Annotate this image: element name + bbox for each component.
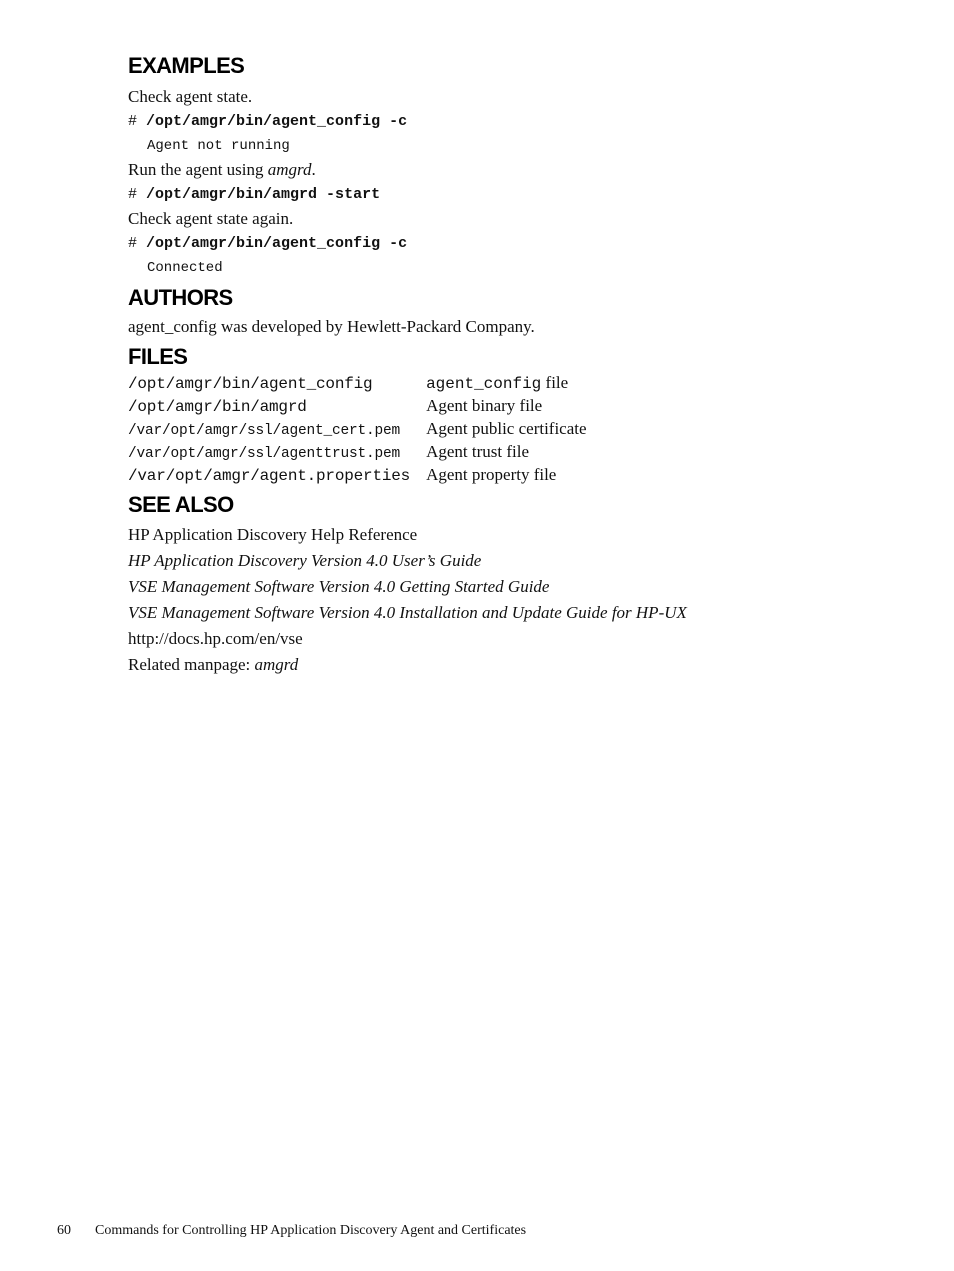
- files-heading: FILES: [128, 344, 188, 369]
- see-also-section: [128, 491, 888, 678]
- files-table: [128, 373, 587, 488]
- related-manpage-label: Related manpage:: [128, 655, 255, 674]
- shell-prompt: #: [128, 235, 138, 252]
- file-path: /var/opt/amgr/agent.properties: [128, 467, 411, 485]
- file-description: Agent public certificate: [426, 419, 587, 438]
- authors-heading: AUTHORS: [128, 285, 233, 310]
- related-manpage-name: amgrd: [254, 655, 299, 674]
- see-also-heading: SEE ALSO: [128, 492, 234, 517]
- step2-text-post: .: [311, 160, 316, 179]
- example-step3-output: Connected: [147, 260, 223, 276]
- example-step3-command: [128, 231, 888, 256]
- see-also-getting-started-guide: VSE Management Software Version 4.0 Getting Started Guide: [128, 577, 550, 596]
- example-step1-command: [128, 109, 888, 134]
- see-also-installation-guide: VSE Management Software Version 4.0 Installation and Update Guide for HP-UX: [128, 603, 687, 622]
- file-description: Agent property file: [426, 465, 557, 484]
- see-also-users-guide: HP Application Discovery Version 4.0 User’s Guide: [128, 551, 482, 570]
- file-description: Agent trust file: [426, 442, 529, 461]
- command-text: /opt/amgr/bin/agent_config -c: [146, 113, 408, 130]
- files-row: [128, 465, 587, 488]
- file-path: /var/opt/amgr/ssl/agenttrust.pem: [128, 446, 401, 462]
- example-step1-output: Agent not running: [147, 138, 290, 154]
- files-row: [128, 373, 587, 396]
- files-row: [128, 419, 587, 442]
- see-also-related-manpage: [128, 652, 888, 678]
- page-footer: [57, 1221, 526, 1241]
- example-step2-text: [128, 158, 888, 182]
- chapter-title: Commands for Controlling HP Application Discovery Agent and Certificates: [95, 1223, 527, 1238]
- file-description-text: file: [541, 373, 569, 392]
- file-path: /opt/amgr/bin/amgrd: [128, 398, 307, 416]
- file-description: [426, 373, 586, 396]
- step2-text-pre: Run the agent using: [128, 160, 268, 179]
- authors-text: agent_config was developed by Hewlett-Packard Company.: [128, 317, 535, 336]
- page-content: [128, 52, 888, 678]
- file-description: Agent binary file: [426, 396, 543, 415]
- see-also-help-reference: HP Application Discovery Help Reference: [128, 525, 418, 544]
- file-description-mono: agent_config: [426, 375, 542, 393]
- step2-text-emphasis: amgrd: [267, 160, 312, 179]
- example-step1-text: Check agent state.: [128, 87, 253, 106]
- file-path: /var/opt/amgr/ssl/agent_cert.pem: [128, 423, 401, 439]
- files-row: [128, 442, 587, 465]
- example-step2-command: [128, 182, 888, 207]
- examples-section: [128, 52, 888, 280]
- example-step3-text: Check agent state again.: [128, 209, 294, 228]
- command-text: /opt/amgr/bin/amgrd -start: [146, 186, 381, 203]
- files-section: [128, 343, 888, 488]
- authors-section: [128, 284, 888, 339]
- see-also-docs-link: http://docs.hp.com/en/vse: [128, 629, 303, 648]
- files-row: [128, 396, 587, 419]
- command-text: /opt/amgr/bin/agent_config -c: [146, 235, 408, 252]
- shell-prompt: #: [128, 186, 138, 203]
- file-path: /opt/amgr/bin/agent_config: [128, 375, 373, 393]
- page-number: 60: [57, 1223, 71, 1238]
- shell-prompt: #: [128, 113, 138, 130]
- examples-heading: EXAMPLES: [128, 53, 245, 78]
